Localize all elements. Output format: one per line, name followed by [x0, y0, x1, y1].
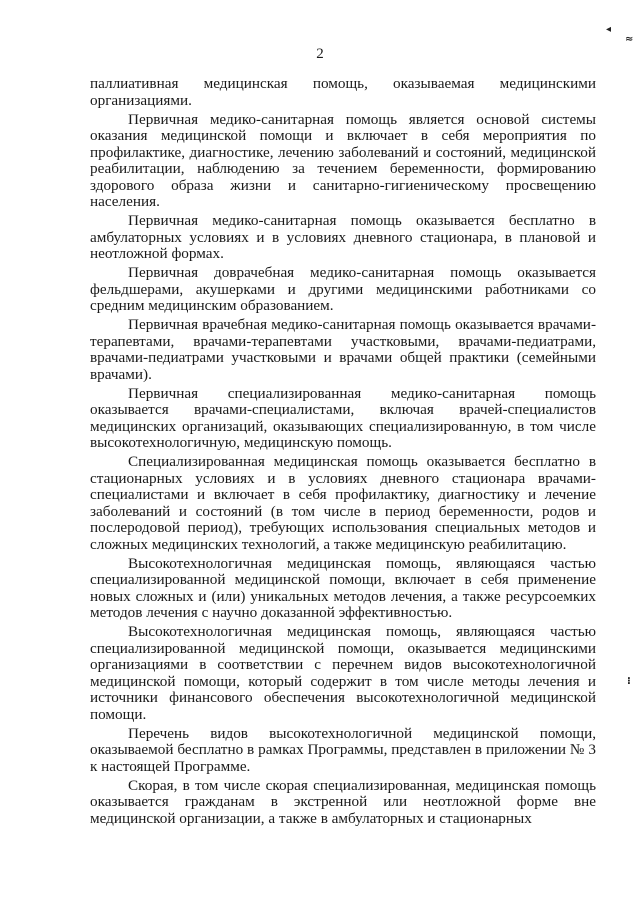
paragraph: Первичная специализированная медико-санитарная помощь оказывается врачами-специалистами, включая врачей-специалистов медицинских организаций, оказывающих специализированную, в том числе высокотехнологичную, медицинскую помощь. — [90, 384, 596, 451]
paragraph: паллиативная медицинская помощь, оказываемая медицинскими организациями. — [90, 75, 596, 109]
document-body — [90, 76, 596, 830]
paragraph: Первичная медико-санитарная помощь оказывается бесплатно в амбулаторных условиях и в условиях дневного стационара, в плановой и неотложной формах. — [90, 212, 596, 262]
paragraph: Высокотехнологичная медицинская помощь, являющаяся частью специализированной медицинской помощи, оказывается медицинскими организациями в соответствии с перечнем видов высокотехнологичной медицинской помощи, который содержит в том числе методы лечения и источники финансового обеспечения высокотехнологичной медицинской помощи. — [90, 623, 596, 723]
margin-mark: ⁝ — [627, 676, 631, 687]
margin-mark: ◂ — [606, 24, 612, 35]
page-number: 2 — [316, 46, 324, 62]
paragraph: Первичная врачебная медико-санитарная помощь оказывается врачами-терапевтами, врачами-терапевтами участковыми, врачами-педиатрами, врачами-педиатрами участковыми и врачами общей практики (семейными врачами). — [90, 316, 596, 383]
paragraph: Специализированная медицинская помощь оказывается бесплатно в стационарных условиях и в условиях дневного стационара врачами-специалистами и включает в себя профилактику, диагностику и лечение заболеваний и состояний (в том числе в период беременности, родов и послеродовой период), требующих использования специальных методов и сложных медицинских технологий, а также медицинскую реабилитацию. — [90, 453, 596, 553]
paragraph: Перечень видов высокотехнологичной медицинской помощи, оказываемой бесплатно в рамках Программы, представлен в приложении № 3 к настоящей Программе. — [90, 724, 596, 775]
paragraph: Скорая, в том числе скорая специализированная, медицинская помощь оказывается гражданам в экстренной или неотложной форме вне медицинской организации, а также в амбулаторных и стационарных — [90, 776, 596, 827]
margin-mark: ≈ — [625, 34, 634, 45]
paragraph: Первичная медико-санитарная помощь является основой системы оказания медицинской помощи и включает в себя мероприятия по профилактике, диагностике, лечению заболеваний и состояний, медицинской реабилитации, наблюдению за течением беременности, формированию здорового образа жизни и санитарно-гигиеническому просвещению населения. — [90, 110, 596, 210]
paragraph: Высокотехнологичная медицинская помощь, являющаяся частью специализированной медицинской помощи, включает в себя применение новых сложных и (или) уникальных методов лечения, а также ресурсоемких методов лечения с научно доказанной эффективностью. — [90, 554, 596, 621]
paragraph: Первичная доврачебная медико-санитарная помощь оказывается фельдшерами, акушерками и другими медицинскими работниками со средним медицинским образованием. — [90, 264, 596, 314]
